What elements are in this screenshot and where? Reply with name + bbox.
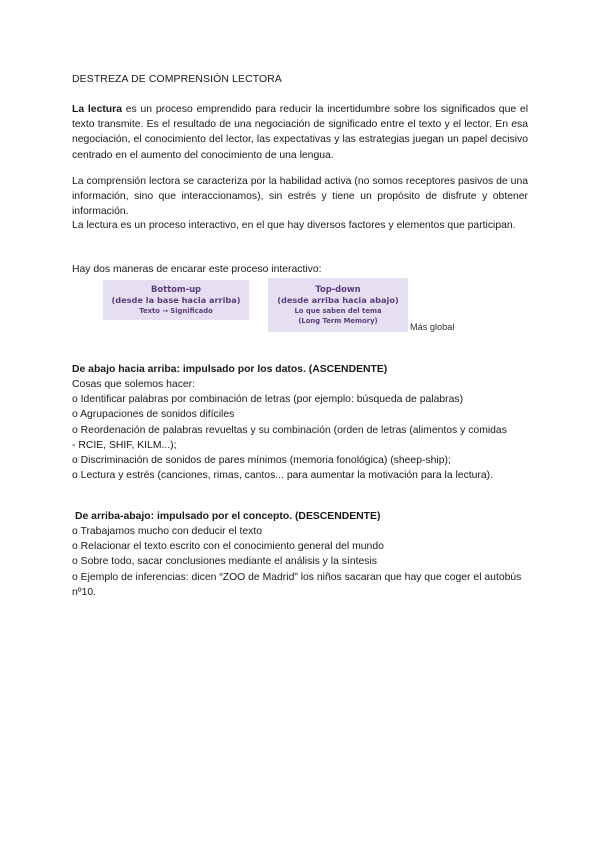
document-title: DESTREZA DE COMPRENSIÓN LECTORA [72, 74, 282, 85]
top-down-memory: (Long Term Memory) [298, 317, 378, 325]
list-item: o Ejemplo de inferencias: dicen “ZOO de Madrid” los niños sacaran que hay que coger el autobús nº10. [72, 571, 522, 598]
list-item: o Trabajamos mucho con deducir el texto [72, 526, 263, 537]
top-down-subtitle: (desde arriba hacia abajo) [277, 295, 399, 305]
two-ways-paragraph: Hay dos maneras de encarar este proceso interactivo: [72, 264, 322, 275]
list-item: o Discriminación de sonidos de pares mínimos (memoria fonológica) (sheep-ship); [72, 455, 451, 467]
mas-global-label: Más global [410, 322, 455, 332]
descendente-heading: De arriba-abajo: impulsado por el concepto. (DESCENDENTE) [75, 511, 381, 522]
list-item: o Identificar palabras por combinación de letras (por ejemplo: búsqueda de palabras) [72, 394, 464, 406]
top-down-caption: Lo que saben del tema [294, 307, 382, 315]
top-down-title: Top-down [315, 284, 361, 294]
list-item: - RCIE, SHIF, KILM...); [72, 439, 177, 451]
ascendente-list [72, 377, 528, 483]
bottom-up-title: Bottom-up [150, 284, 202, 294]
list-item: o Relacionar el texto escrito con el conocimiento general del mundo [72, 541, 384, 553]
list-item: o Lectura y estrés (canciones, rimas, cantos... para aumentar la motivación para la lectura). [72, 470, 494, 482]
ascendente-heading: De abajo hacia arriba: impulsado por los datos. (ASCENDENTE) [72, 364, 388, 375]
descendente-list [72, 524, 528, 600]
top-down-box [268, 278, 408, 332]
bottom-up-box [103, 280, 249, 320]
intro-text: es un proceso emprendido para reducir la incertidumbre sobre los significados que el texto transmite. Es el resultado de una negociación de significado entre el texto y el lector. En esa negociación, el conocimiento del lector, las expectativas y las estrategias juegan un papel decisivo centrado en el aumento del conocimiento de una lengua. [72, 104, 529, 161]
bottom-up-caption: Texto → Significado [139, 307, 213, 315]
list-item: o Reordenación de palabras revueltas y su combinación (orden de letras (alimentos y comidas [72, 424, 507, 436]
comprehension-paragraph: La comprensión lectora se caracteriza por la habilidad activa (no somos receptores pasivos de una información, sino que interaccionamos), sin estrés y tiene un propósito de disfrute y obtener información. [72, 176, 528, 218]
bottom-up-subtitle: (desde la base hacia arriba) [111, 295, 241, 305]
intro-paragraph [72, 102, 528, 163]
intro-bold-term: La lectura [72, 104, 122, 115]
list-item: o Sobre todo, sacar conclusiones mediante el análisis y la síntesis [72, 556, 377, 568]
interactive-paragraph: La lectura es un proceso interactivo, en el que hay diversos factores y elementos que participan. [72, 220, 516, 231]
list-item: o Agrupaciones de sonidos difíciles [72, 409, 235, 421]
ascendente-intro: Cosas que solemos hacer: [72, 379, 196, 390]
